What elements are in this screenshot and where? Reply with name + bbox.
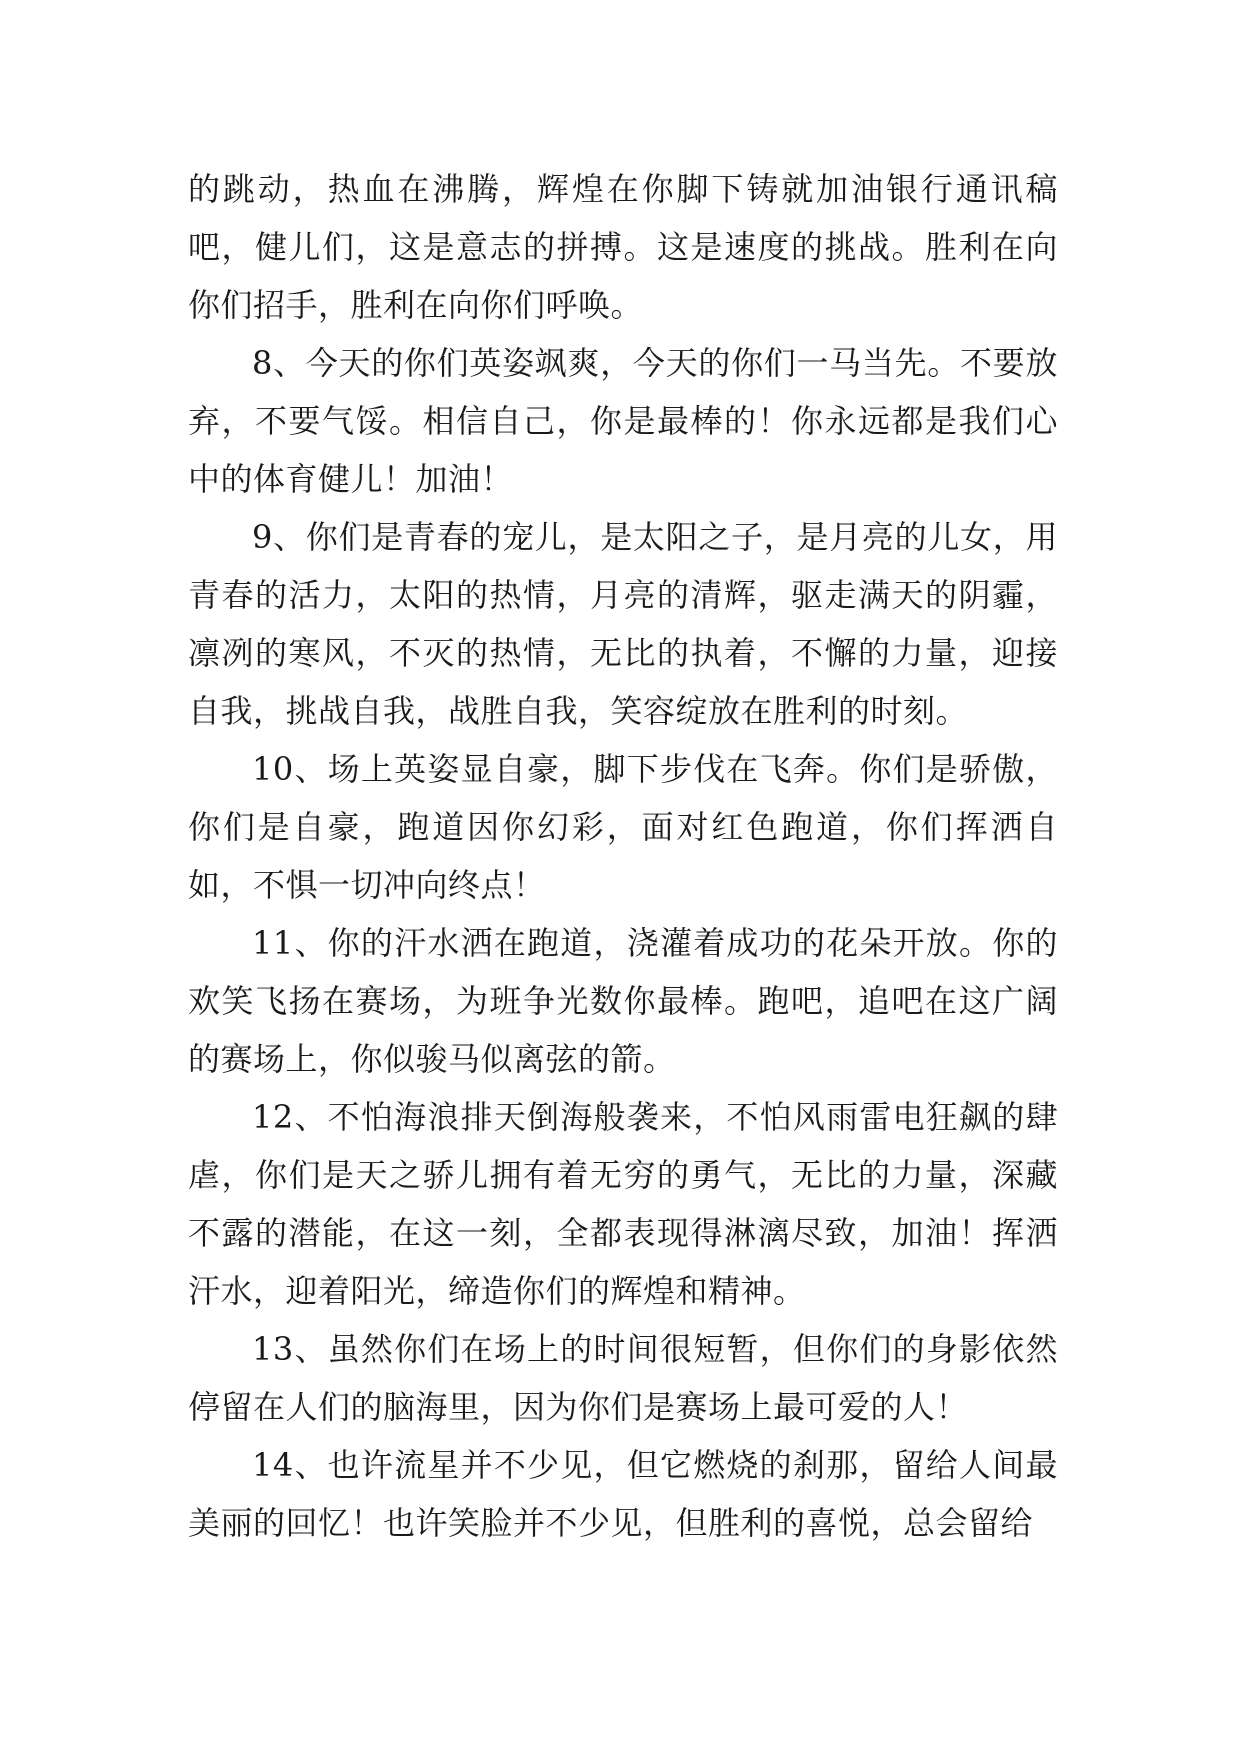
paragraph-12: 12、不怕海浪排天倒海般袭来，不怕风雨雷电狂飙的肆虐，你们是天之骄儿拥有着无穷的勇气，无比的力量，深藏不露的潜能，在这一刻，全都表现得淋漓尽致，加油！挥洒汗水，迎着阳光，缔造你们的辉煌和精神。	[188, 1098, 1058, 1310]
paragraph-14: 14、也许流星并不少见，但它燃烧的刹那，留给人间最美丽的回忆！也许笑脸并不少见，但胜利的喜悦，总会留给	[188, 1446, 1058, 1542]
document-body	[188, 160, 1058, 1552]
paragraph-9: 9、你们是青春的宠儿，是太阳之子，是月亮的儿女，用青春的活力，太阳的热情，月亮的清辉，驱走满天的阴霾，凛冽的寒风，不灭的热情，无比的执着，不懈的力量，迎接自我，挑战自我，战胜自我，笑容绽放在胜利的时刻。	[188, 518, 1058, 730]
paragraph-10: 10、场上英姿显自豪，脚下步伐在飞奔。你们是骄傲，你们是自豪，跑道因你幻彩，面对红色跑道，你们挥洒自如，不惧一切冲向终点！	[188, 750, 1058, 904]
paragraph-continued: 的跳动，热血在沸腾，辉煌在你脚下铸就加油银行通讯稿吧，健儿们，这是意志的拼搏。这是速度的挑战。胜利在向你们招手，胜利在向你们呼唤。	[188, 170, 1058, 324]
paragraph-13: 13、虽然你们在场上的时间很短暂，但你们的身影依然停留在人们的脑海里，因为你们是赛场上最可爱的人！	[188, 1330, 1058, 1426]
paragraph-11: 11、你的汗水洒在跑道，浇灌着成功的花朵开放。你的欢笑飞扬在赛场，为班争光数你最棒。跑吧，追吧在这广阔的赛场上，你似骏马似离弦的箭。	[188, 924, 1058, 1078]
paragraph-8: 8、今天的你们英姿飒爽，今天的你们一马当先。不要放弃，不要气馁。相信自己，你是最棒的！你永远都是我们心中的体育健儿！加油！	[188, 344, 1058, 498]
